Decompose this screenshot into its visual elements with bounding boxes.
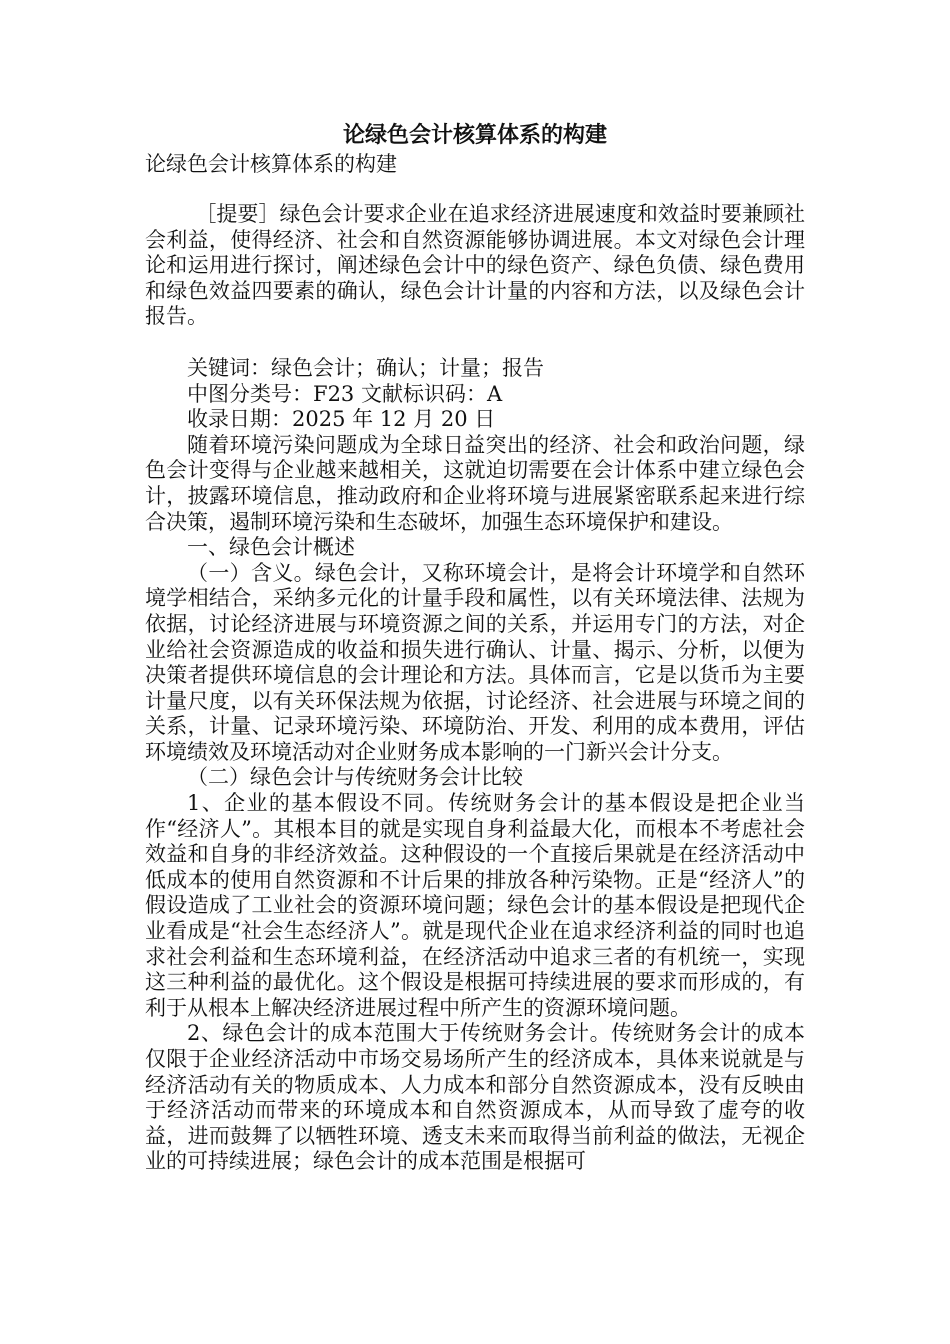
body-paragraph-assumption: 1、企业的基本假设不同。传统财务会计的基本假设是把企业当作“经济人”。其根本目的就是实现自身利益最大化，而根本不考虑社会效益和自身的非经济效益。这种假设的一个直接后果就是在经济活动中低成本的使用自然资源和不计后果的排放各种污染物。正是“经济人”的假设造成了工业社会的资源环境问题；绿色会计的基本假设是把现代企业看成是“社会生态经济人”。就是现代企业在追求经济利益的同时也追求社会利益和生态环境利益，在经济活动中追求三者的有机统一，实现这三种利益的最优化。这个假设是根据可持续进展的要求而形成的，有利于从根本上解决经济进展过程中所产生的资源环境问题。: [145, 791, 805, 1020]
received-date-line: 收录日期：2025 年 12 月 20 日: [187, 407, 496, 432]
section-heading-overview: 一、绿色会计概述: [187, 535, 355, 560]
document-subtitle: 论绿色会计核算体系的构建: [145, 152, 397, 176]
body-paragraph-intro: 随着环境污染问题成为全球日益突出的经济、社会和政治问题，绿色会计变得与企业越来越相关，这就迫切需要在会计体系中建立绿色会计，披露环境信息，推动政府和企业将环境与进展紧密联系起来进行综合决策，遏制环境污染和生态破坏，加强生态环境保护和建设。: [145, 432, 805, 534]
classification-line: 中图分类号：F23 文献标识码：A: [187, 381, 503, 406]
body-paragraph-definition: （一）含义。绿色会计，又称环境会计，是将会计环境学和自然环境学相结合，采纳多元化的计量手段和属性，以有关环境法律、法规为依据，讨论经济进展与环境资源之间的关系，并运用专门的方法，对企业给社会资源造成的收益和损失进行确认、计量、揭示、分析，以便为决策者提供环境信息的会计理论和方法。具体而言，它是以货币为主要计量尺度，以有关环保法规为依据，讨论经济、社会进展与环境之间的关系，计量、记录环境污染、环境防治、开发、利用的成本费用，评估环境绩效及环境活动对企业财务成本影响的一门新兴会计分支。: [145, 560, 805, 764]
document-page: [145, 120, 805, 1175]
abstract-paragraph: ［提要］绿色会计要求企业在追求经济进展速度和效益时要兼顾社会利益，使得经济、社会和自然资源能够协调进展。本文对绿色会计理论和运用进行探讨，阐述绿色会计中的绿色资产、绿色负债、绿色费用和绿色效益四要素的确认，绿色会计计量的内容和方法，以及绿色会计报告。: [145, 202, 805, 329]
body-paragraph-cost-scope: 2、绿色会计的成本范围大于传统财务会计。传统财务会计的成本仅限于企业经济活动中市场交易场所产生的经济成本，具体来说就是与经济活动有关的物质成本、人力成本和部分自然资源成本，没有反映由于经济活动而带来的环境成本和自然资源成本，从而导致了虚夸的收益，进而鼓舞了以牺牲环境、透支未来而取得当前利益的做法，无视企业的可持续进展；绿色会计的成本范围是根据可: [145, 1021, 805, 1174]
keywords-line: 关键词：绿色会计；确认；计量；报告: [187, 355, 544, 380]
subsection-heading-comparison: （二）绿色会计与传统财务会计比较: [187, 765, 523, 790]
document-title: 论绿色会计核算体系的构建: [342, 122, 607, 148]
